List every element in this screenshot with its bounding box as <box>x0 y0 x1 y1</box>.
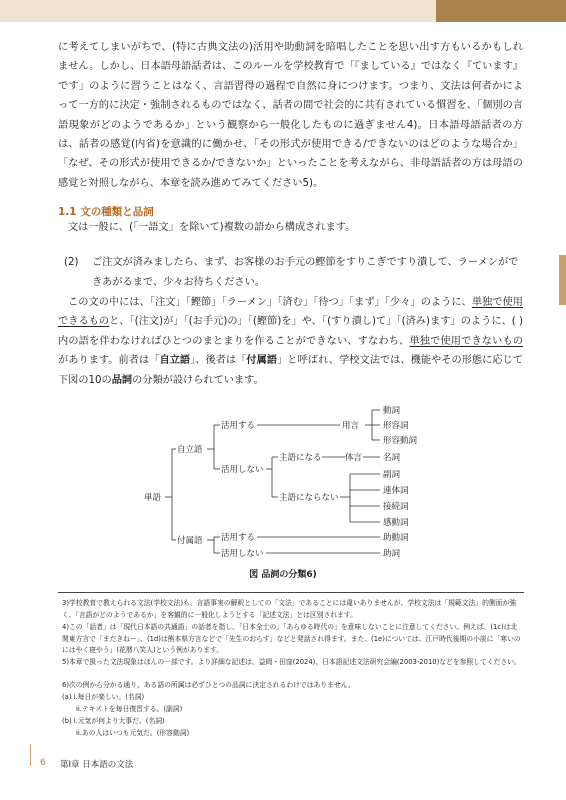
label-fuzoku-katsuyo-shinai: 活用しない <box>221 549 264 559</box>
label-katsuyo-shinai: 活用しない <box>221 465 264 475</box>
chapter-title: 第Ⅰ章 日本語の文法 <box>60 760 134 770</box>
example-sentence: ご注文が済みましたら、まず、お客様のお手元の鰹節をすりこぎですり潰して、ラーメンができあがるまで、少々お待ちください。 <box>92 257 519 288</box>
pos-keiyoshi: 形容詞 <box>383 421 409 431</box>
footnote-5: 5)本章で扱った文法現象はほんの一部です。より詳細な記述は、益岡・田窪(2024)、日本語記述文法研究会編(2003-2010)などを参照してください。 <box>62 658 521 666</box>
pos-keiyodoshi: 形容動詞 <box>383 436 418 446</box>
footnote-example-a1: (a) i.毎日が楽しい。(名詞) <box>62 693 145 701</box>
section-heading: 1.1 文の種類と品詞 <box>58 206 154 218</box>
header-accent <box>436 0 566 22</box>
pos-setsuzokushi: 接続詞 <box>383 502 409 512</box>
pos-meishi: 名詞 <box>383 453 401 463</box>
section-intro: 文は一般に、(「一語文」を除いて)複数の語から構成されます。 <box>68 222 356 233</box>
figure-caption: 図 品詞の分類6) <box>249 570 317 580</box>
body-text-d: 」、後者は「 <box>190 355 247 367</box>
footnote-6: 6)次の例から分かる通り、ある語の所属は必ずひとつの品詞に決定されるわけではありません。 <box>62 681 355 689</box>
label-yogen: 用言 <box>342 421 360 431</box>
term-fuzokugo: 付属語 <box>246 355 278 367</box>
footnote-4: 4)この「話者」は「現代日本語の共通語」の話者を指し、「日本全土の」「あらゆる時代の」を意味しないことに注意してください。例えば、(1c)は北関東方言で「まだきねー」、(1d)は熊本県方言などで「先生のおらす」などと発話され得ます。また、(1e)については、江戸時代後期の小説に「寒いのにはやく寝やう」(花暦八笑人)という例があります。 <box>62 623 521 654</box>
label-word: 単語 <box>144 493 162 503</box>
chapter-tab <box>559 255 566 305</box>
example-number: (2) <box>64 257 79 268</box>
term-hinshi: 品詞 <box>111 374 133 386</box>
pos-joshi: 助詞 <box>383 549 401 559</box>
pos-jodoshi: 助動詞 <box>383 533 409 543</box>
body-text-a: この文の中には、「注文」「鰹節」「ラーメン」「済む」「待つ」「まず」「少々」のように、 <box>68 297 472 308</box>
footnote-example-b1: (b) i.元気が何より大事だ。(名詞) <box>62 717 165 725</box>
pos-rentaishi: 連体詞 <box>383 486 409 496</box>
pos-kandoshi: 感動詞 <box>383 518 409 528</box>
label-jiritsugo: 自立語 <box>177 445 203 455</box>
pos-doshi: 動詞 <box>383 406 401 416</box>
label-fuzoku-katsuyo-suru: 活用する <box>221 533 256 543</box>
label-taigen: 体言 <box>345 453 363 463</box>
footnote-rule <box>58 592 524 593</box>
body-paragraph <box>58 293 523 390</box>
parts-of-speech-diagram <box>0 400 566 585</box>
label-shugo-naru: 主語になる <box>279 453 322 463</box>
footnote-example-b2: ii.あの人はいつも元気だ。(形容動詞) <box>76 729 190 737</box>
underlined-dependent: 単独で使用できないもの <box>409 335 524 347</box>
label-fuzokugo: 付属語 <box>177 536 203 546</box>
term-jiritsugo: 自立語 <box>159 355 191 367</box>
footnote-example-a2: ii.テキストを毎日復習する。(副詞) <box>76 705 183 713</box>
body-text-c: があります。前者は「 <box>58 355 160 367</box>
intro-paragraph: に考えてしまいがちで、(特に古典文法の)活用や助動詞を暗唱したことを思い出す方もいるかもしれません。しかし、日本語母語話者は、このルールを学校教育で「『ましている』ではなく『ています』です」のように習うことはなく、言語習得の過程で自然に身につけます。つまり、文法は何者かによって一方的に決定・強制されるものではなく、話者の間で社会的に共有されている慣習を、「個別の言語現象がどのようであるか」という観察から一般化したものに過ぎません4)。日本語母語話者の方は、話者の感覚(内省)を意識的に働かせ、「その形式が使用できる/できないのはどのような場合か」「なぜ、その形式が使用できるか/できないか」といったことを考えながら、非母語話者の方は母語の感覚と対照しながら、本章を読み進めてみてください5)。 <box>58 42 523 189</box>
pos-fukushi: 副詞 <box>383 470 401 480</box>
body-text-f: の分類が設けられています。 <box>132 374 264 386</box>
footnote-3: 3)学校教育で教えられる文法(学校文法)も、言語事実の解釈としての「文法」であることには違いありませんが、学校文法は「規範文法」的側面が強く、「言語がどのようであるか」を客観的に一般化しようとする「記述文法」とは区別されます。 <box>62 599 517 619</box>
underlined-independent: 単独で使用できるもの <box>58 297 523 328</box>
body-text-b: と、「(注文)が」「(お手元)の」「(鰹節)を」や、「(すり潰し)て」「(済み)ます」のように、( )内の語を伴わなければひとつのまとまりを作ることができない、すなわち、 <box>58 316 524 347</box>
diagram-lines <box>0 400 566 570</box>
footer-divider <box>30 744 31 766</box>
label-katsuyo-suru: 活用する <box>221 421 256 431</box>
header-bar <box>0 0 566 22</box>
page-number: 6 <box>40 758 46 768</box>
body-text-e: 」と呼ばれ、学校文法では、機能やその形態に応じて下図の10の <box>58 355 524 386</box>
label-shugo-naranai: 主語にならない <box>279 493 339 503</box>
